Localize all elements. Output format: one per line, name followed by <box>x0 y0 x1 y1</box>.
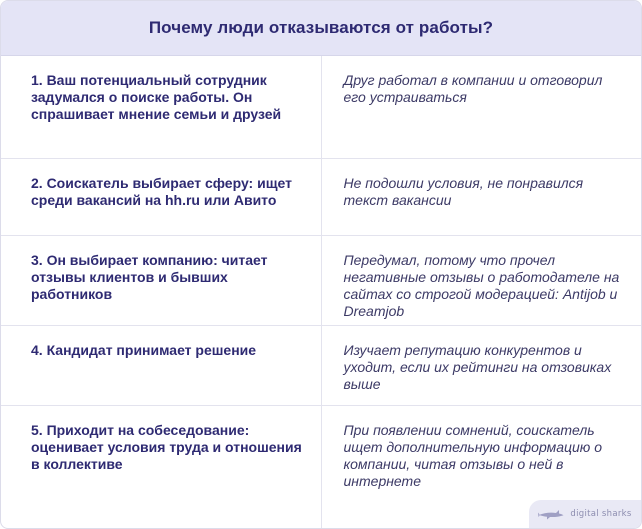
step-cell: 1. Ваш потенциальный сотрудник задумался о поиске работы. Он спрашивает мнение семьи и друзей <box>1 56 321 158</box>
brand-name: digital sharks <box>570 509 632 519</box>
table-row <box>1 56 641 158</box>
reason-cell: Передумал, потому что прочел негативные отзывы о работодателе на сайтах со строгой модерацией: Antijob и Dreamjob <box>321 235 641 325</box>
title-bar <box>1 1 641 56</box>
reason-cell: Изучает репутацию конкурентов и уходит, если их рейтинги на отзовиках выше <box>321 325 641 405</box>
reasons-table <box>1 56 641 529</box>
reason-cell: При появлении сомнений, соискатель ищет дополнительную информацию о компании, читая отзывы о ней в интернете <box>321 405 641 529</box>
step-cell: 2. Соискатель выбирает сферу: ищет среди вакансий на hh.ru или Авито <box>1 158 321 235</box>
table-row <box>1 158 641 235</box>
table-row <box>1 325 641 405</box>
reason-cell: Не подошли условия, не понравился текст вакансии <box>321 158 641 235</box>
page-title: Почему люди отказываются от работы? <box>148 18 494 37</box>
step-cell: 3. Он выбирает компанию: читает отзывы клиентов и бывших работников <box>1 235 321 325</box>
brand-watermark <box>529 500 641 528</box>
shark-icon <box>538 507 564 521</box>
table-row <box>1 235 641 325</box>
step-cell: 5. Приходит на собеседование: оценивает условия труда и отношения в коллективе <box>1 405 321 529</box>
step-cell: 4. Кандидат принимает решение <box>1 325 321 405</box>
reason-cell: Друг работал в компании и отговорил его устраиваться <box>321 56 641 158</box>
